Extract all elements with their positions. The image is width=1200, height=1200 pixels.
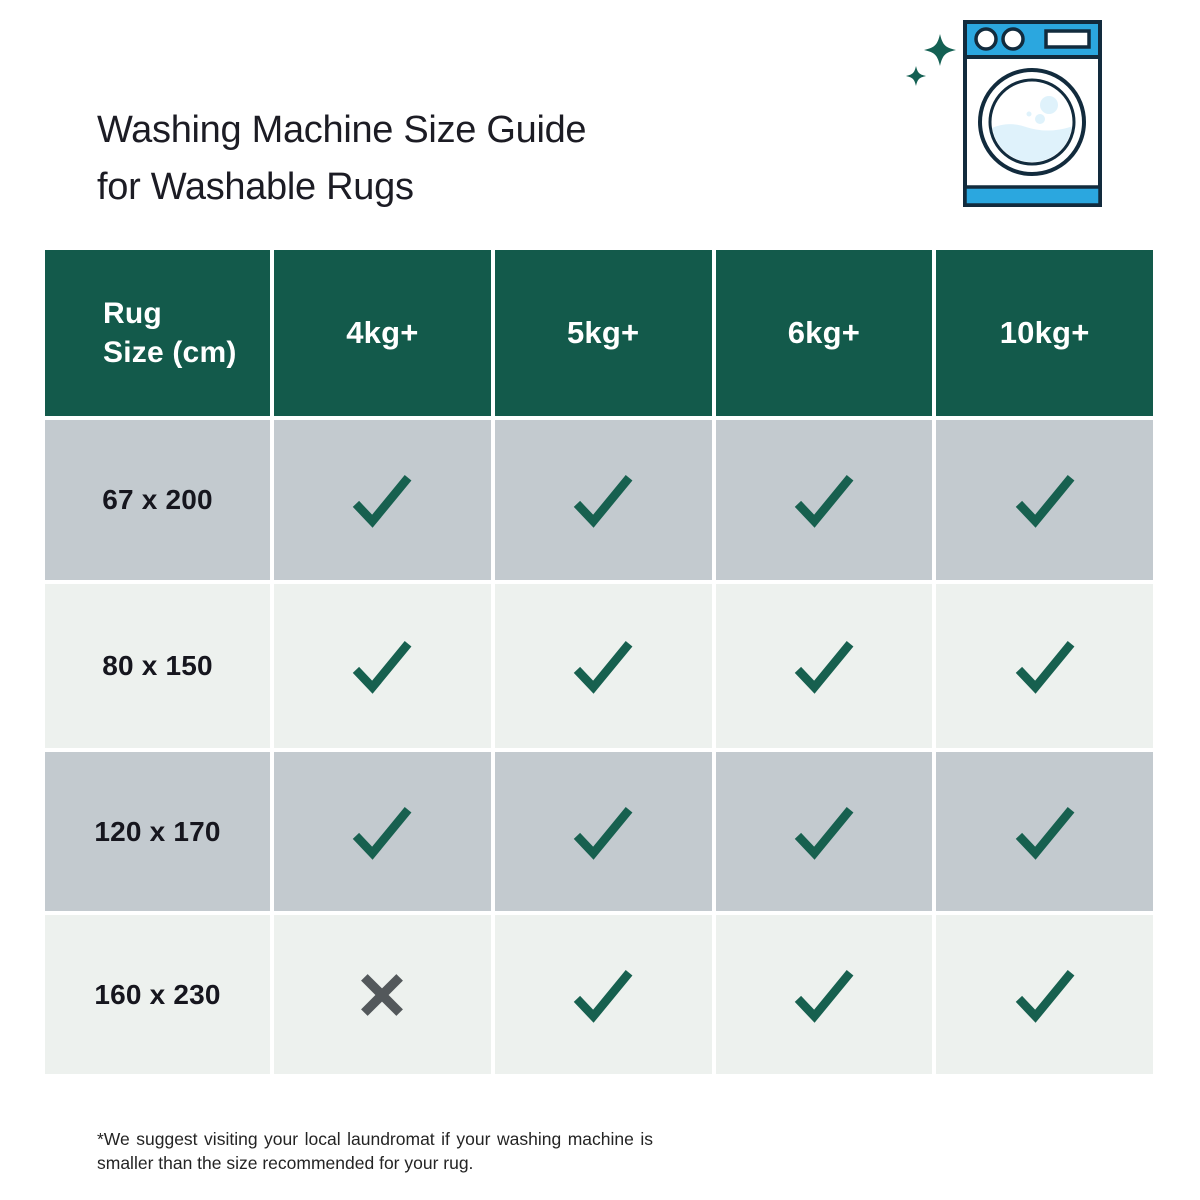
- rug-size-cell: [45, 915, 270, 1074]
- compat-cell: [716, 584, 933, 748]
- rug-size-label: 67 x 200: [102, 484, 213, 515]
- compat-cell: [495, 584, 712, 748]
- cross-icon: [356, 969, 408, 1021]
- compat-cell: [495, 915, 712, 1074]
- header-4kg: 4kg+: [274, 250, 491, 416]
- sparkle-icon: [906, 66, 926, 86]
- check-icon: [793, 804, 855, 860]
- rug-size-cell: [45, 420, 270, 580]
- header-6kg: 6kg+: [716, 250, 933, 416]
- rug-size-label: 80 x 150: [102, 650, 213, 681]
- check-icon: [351, 472, 413, 528]
- footnote: *We suggest visiting your local laundromat if your washing machine is smaller than the size recommended for your rug.: [97, 1129, 653, 1173]
- page-title-line1: Washing Machine Size Guide: [97, 109, 587, 151]
- check-icon: [572, 804, 634, 860]
- washing-machine-icon: [888, 8, 1120, 230]
- check-icon: [793, 967, 855, 1023]
- header-10kg: 10kg+: [936, 250, 1153, 416]
- sparkle-icon: [924, 34, 956, 66]
- rug-size-label: 160 x 230: [94, 978, 221, 1010]
- compat-cell: [274, 915, 491, 1074]
- check-icon: [1014, 472, 1076, 528]
- check-icon: [1014, 638, 1076, 694]
- check-icon: [1014, 804, 1076, 860]
- size-guide-table: [45, 250, 1153, 1074]
- check-icon: [793, 638, 855, 694]
- page-title-line2: for Washable Rugs: [97, 166, 414, 208]
- compat-cell: [274, 752, 491, 911]
- compat-cell: [716, 420, 933, 580]
- compat-cell: [495, 420, 712, 580]
- compat-cell: [274, 584, 491, 748]
- check-icon: [351, 804, 413, 860]
- compat-cell: [716, 915, 933, 1074]
- header-rug-size: [45, 250, 270, 416]
- check-icon: [572, 638, 634, 694]
- check-icon: [572, 472, 634, 528]
- rug-size-cell: [45, 752, 270, 911]
- rug-size-label: 120 x 170: [94, 815, 221, 847]
- header-rug-size-line1: Rug: [103, 297, 162, 330]
- check-icon: [793, 472, 855, 528]
- check-icon: [572, 967, 634, 1023]
- rug-size-cell: [45, 584, 270, 748]
- header-rug-size-line2: Size (cm): [103, 336, 237, 369]
- compat-cell: [936, 915, 1153, 1074]
- header-5kg: 5kg+: [495, 250, 712, 416]
- compat-cell: [274, 420, 491, 580]
- compat-cell: [495, 752, 712, 911]
- compat-cell: [936, 752, 1153, 911]
- compat-cell: [936, 420, 1153, 580]
- check-icon: [351, 638, 413, 694]
- page-title: [97, 102, 586, 216]
- compat-cell: [936, 584, 1153, 748]
- check-icon: [1014, 967, 1076, 1023]
- washing-machine-illustration: [888, 8, 1120, 230]
- compat-cell: [716, 752, 933, 911]
